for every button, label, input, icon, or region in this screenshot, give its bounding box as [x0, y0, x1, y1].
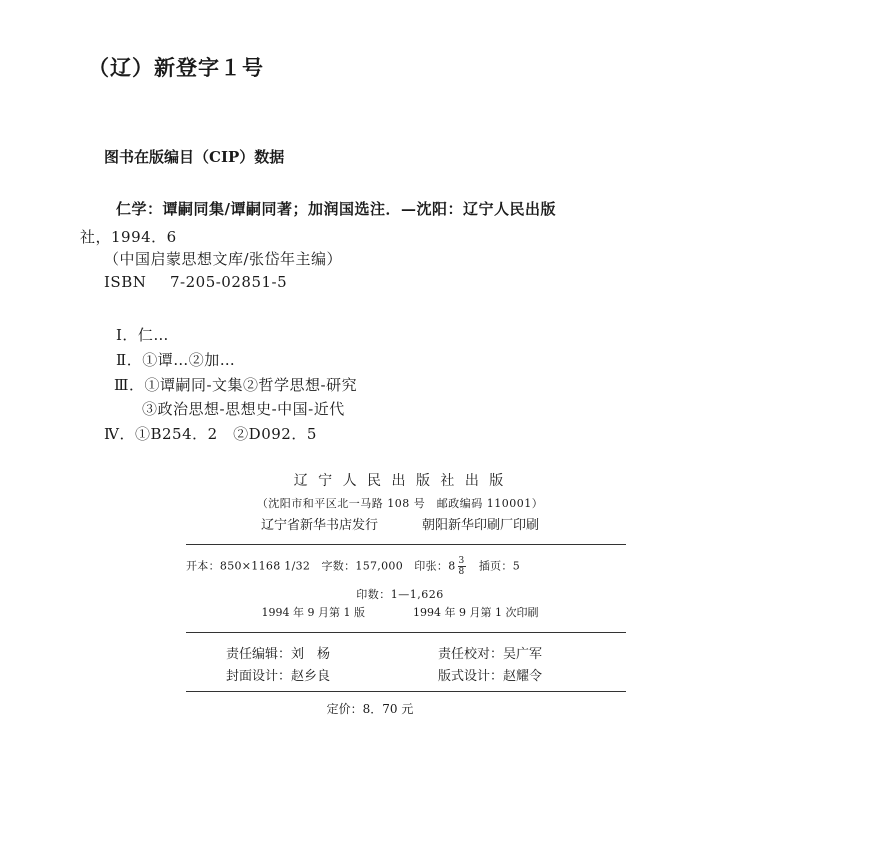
- distribution-line: [180, 514, 620, 533]
- series-statement: （中国启蒙思想文库/张岱年主编）: [104, 250, 343, 268]
- cover-design: 封面设计：赵乡良: [226, 669, 331, 684]
- fraction-denominator: 8: [458, 567, 465, 577]
- registration-number: （辽）新登字１号: [88, 55, 264, 80]
- classification-line-1: Ⅰ．仁…: [116, 326, 169, 344]
- classification-line-3-continued: ③政治思想-思想史-中国-近代: [142, 400, 345, 418]
- edition-line: [180, 604, 620, 620]
- print-run: 印数：1—1,626: [356, 588, 444, 601]
- publisher-address: （沈阳市和平区北一马路 108 号 邮政编码 110001）: [256, 497, 544, 510]
- isbn-value: 7-205-02851-5: [170, 273, 288, 291]
- distributor: 辽宁省新华书店发行: [260, 518, 378, 533]
- printed-sheets-fraction: [458, 556, 466, 577]
- printer: 朝阳新华印刷厂印刷: [422, 518, 540, 533]
- plates-text: 插页：5: [467, 559, 521, 573]
- price: 定价：8．70 元: [326, 702, 414, 716]
- responsible-proofreader: 责任校对：吴广军: [438, 647, 543, 662]
- layout-design: 版式设计：赵耀令: [438, 669, 543, 684]
- responsible-editor: 责任编辑：刘 杨: [226, 647, 331, 662]
- fraction-numerator: 3: [458, 556, 465, 566]
- specs-text: 开本：850×1168 1/32 字数：157,000 印张：8: [186, 559, 456, 573]
- divider-rule: [186, 544, 626, 545]
- cip-heading: 图书在版编目（CIP）数据: [104, 148, 285, 166]
- divider-rule: [186, 632, 626, 633]
- classification-line-2: Ⅱ．①谭…②加…: [116, 351, 236, 369]
- format-specs: [186, 556, 520, 577]
- staff-credits: [226, 643, 542, 687]
- divider-rule: [186, 691, 626, 692]
- edition: 1994 年 9 月第 1 版: [261, 606, 365, 619]
- classification-line-3: Ⅲ．①谭嗣同-文集②哲学思想-研究: [114, 376, 358, 394]
- publisher-line: 辽 宁 人 民 出 版 社 出 版: [293, 473, 507, 489]
- classification-line-4: Ⅳ．①B254．2 ②D092．5: [104, 425, 317, 443]
- printing: 1994 年 9 月第 1 次印刷: [413, 606, 539, 619]
- isbn-label: ISBN: [104, 273, 147, 291]
- cip-record-line-1: 仁学：谭嗣同集/谭嗣同著；加润国选注．—沈阳：辽宁人民出版: [116, 200, 556, 218]
- cip-record-line-2: 社，1994．6: [80, 228, 177, 246]
- isbn-line: [104, 273, 287, 291]
